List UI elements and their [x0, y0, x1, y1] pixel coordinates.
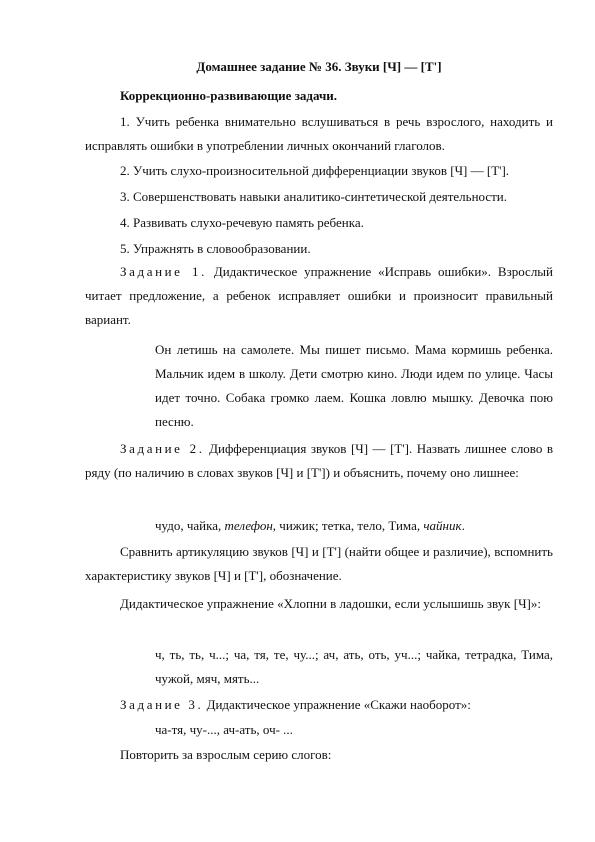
task-1-example: Он летишь на самолете. Мы пишет письмо. Мама кормишь ребенка. Мальчик идем в школу. Дети смотрю кино. Люди идем по улице. Часы идет точно. Собака громко лаем. Кошка ловлю мышку. Девочка пою песню.	[155, 342, 553, 429]
goal-item: 3. Совершенствовать навыки аналитико-синтетической деятельности.	[120, 189, 508, 204]
goal-item: 5. Упражнять в словообразовании.	[120, 241, 311, 256]
goal-item: 2. Учить слухо-произносительной дифференциации звуков [Ч] — [Т'].	[120, 163, 510, 178]
task-1-paragraph	[85, 260, 553, 332]
section-subtitle: Коррекционно-развивающие задачи.	[120, 88, 338, 103]
task-2-word-row	[155, 514, 553, 538]
odd-word: телефон	[224, 518, 273, 533]
task-2-exercise: Дидактическое упражнение «Хлопни в ладошки, если услышишь звук [Ч]»:	[120, 596, 541, 611]
task-2-syllables: ч, ть, ть, ч...; ча, тя, те, чу...; ач, ать, оть, уч...; чайка, тетрадка, Тима, чужой, мяч, мять...	[155, 647, 553, 686]
words-part: .	[461, 518, 465, 533]
task-3-label: Задание 3.	[120, 697, 204, 712]
page-title: Домашнее задание № 36. Звуки [Ч] — [Т']	[196, 59, 442, 74]
task-3-text: Дидактическое упражнение «Скажи наоборот»:	[203, 697, 471, 712]
task-2-text: Дифференциация звуков [Ч] — [Т']. Назвать лишнее слово в ряду (по наличию в словах звуков [Ч] и [Т']) и объяснить, почему оно лишнее:	[85, 441, 554, 480]
task-3-example: ча-тя, чу-..., ач-ать, оч- ...	[155, 722, 293, 737]
task-2-paragraph	[85, 437, 553, 485]
goal-item: 1. Учить ребенка внимательно вслушиваться в речь взрослого, находить и исправлять ошибки в употреблении личных окончаний глаголов.	[85, 114, 553, 153]
task-3-paragraph	[85, 693, 553, 717]
task-2-label: Задание 2.	[120, 441, 205, 456]
task-1-text: Дидактическое упражнение «Исправь ошибки». Взрослый читает предложение, а ребенок исправляет ошибки и произносит правильный вариант.	[85, 264, 553, 327]
words-part: чудо, чайка,	[155, 518, 225, 533]
goal-item: 4. Развивать слухо-речевую память ребенка.	[120, 215, 364, 230]
task-3-repeat: Повторить за взрослым серию слогов:	[120, 747, 332, 762]
words-part: , чижик; тетка, тело, Тима,	[272, 518, 424, 533]
task-2-compare: Сравнить артикуляцию звуков [Ч] и [Т'] (найти общее и различие), вспомнить характеристику звуков [Ч] и [Т'], обозначение.	[85, 544, 553, 583]
task-1-label: Задание 1.	[120, 264, 207, 279]
odd-word: чайник	[423, 518, 462, 533]
